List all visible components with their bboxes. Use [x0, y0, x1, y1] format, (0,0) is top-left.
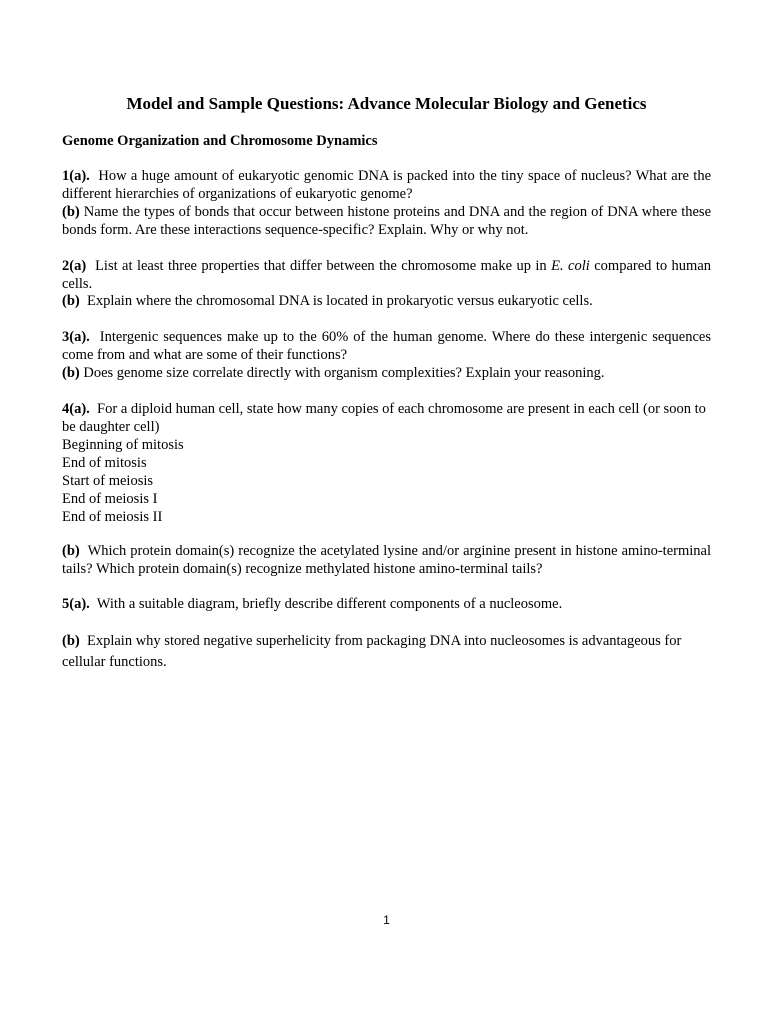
question-text: List at least three properties that differ between the chromosome make up in — [95, 258, 547, 274]
question-text: With a suitable diagram, briefly describe different components of a nucleosome. — [96, 596, 563, 612]
question-text: How a huge amount of eukaryotic genomic DNA is packed into the tiny space of nucleus? What are the different hierarchies of organizations of eukaryotic genome? — [62, 168, 712, 202]
question-5a — [62, 595, 711, 613]
question-text: For a diploid human cell, state how many copies of each chromosome are present in each cell (or soon to be daughter cell) — [62, 401, 706, 435]
question-2b — [62, 292, 711, 310]
question-text: Name the types of bonds that occur between histone proteins and DNA and the region of DNA where these bonds form. Are these interactions sequence-specific? Explain. Why or why not. — [62, 204, 711, 238]
question-label: (b) — [62, 204, 80, 220]
stage-item: Beginning of mitosis — [62, 437, 184, 453]
question-2a — [62, 257, 711, 293]
question-text: Which protein domain(s) recognize the acetylated lysine and/or arginine present in histone amino-terminal tails? Which protein domain(s) recognize methylated histone amino-terminal tails? — [62, 543, 711, 577]
question-text: Does genome size correlate directly with organism complexities? Explain your reasoning. — [83, 365, 605, 381]
question-text: compared to human cells. — [62, 258, 712, 292]
section-heading: Genome Organization and Chromosome Dynamics — [62, 133, 378, 149]
question-label: 4(a). — [62, 401, 90, 417]
question-text: Intergenic sequences make up to the 60% of the human genome. Where do these intergenic sequences come from and what are some of their functions? — [62, 329, 712, 363]
question-3b — [62, 364, 711, 382]
question-4b — [62, 542, 711, 578]
question-4a — [62, 400, 711, 526]
question-label: 2(a) — [62, 258, 87, 274]
question-text: Explain why stored negative superhelicity from packaging DNA into nucleosomes is advantageous for cellular functions. — [62, 633, 682, 670]
organism-name: E. coli — [551, 258, 590, 274]
question-1a — [62, 167, 711, 203]
question-label: 5(a). — [62, 596, 90, 612]
stage-item: End of mitosis — [62, 455, 147, 471]
question-label: 1(a). — [62, 168, 90, 184]
page-number: 1 — [383, 913, 390, 927]
question-label: 3(a). — [62, 329, 90, 345]
document-page — [62, 0, 711, 1024]
question-label: (b) — [62, 365, 80, 381]
question-label: (b) — [62, 293, 80, 309]
stage-item: End of meiosis I — [62, 491, 158, 507]
document-title: Model and Sample Questions: Advance Molecular Biology and Genetics — [126, 94, 647, 113]
question-text: Explain where the chromosomal DNA is located in prokaryotic versus eukaryotic cells. — [86, 293, 593, 309]
stage-item: Start of meiosis — [62, 473, 154, 489]
question-label: (b) — [62, 633, 80, 649]
question-3a — [62, 328, 711, 364]
question-label: (b) — [62, 543, 80, 559]
question-5b — [62, 631, 711, 673]
question-1b — [62, 203, 711, 239]
stage-item: End of meiosis II — [62, 509, 163, 525]
